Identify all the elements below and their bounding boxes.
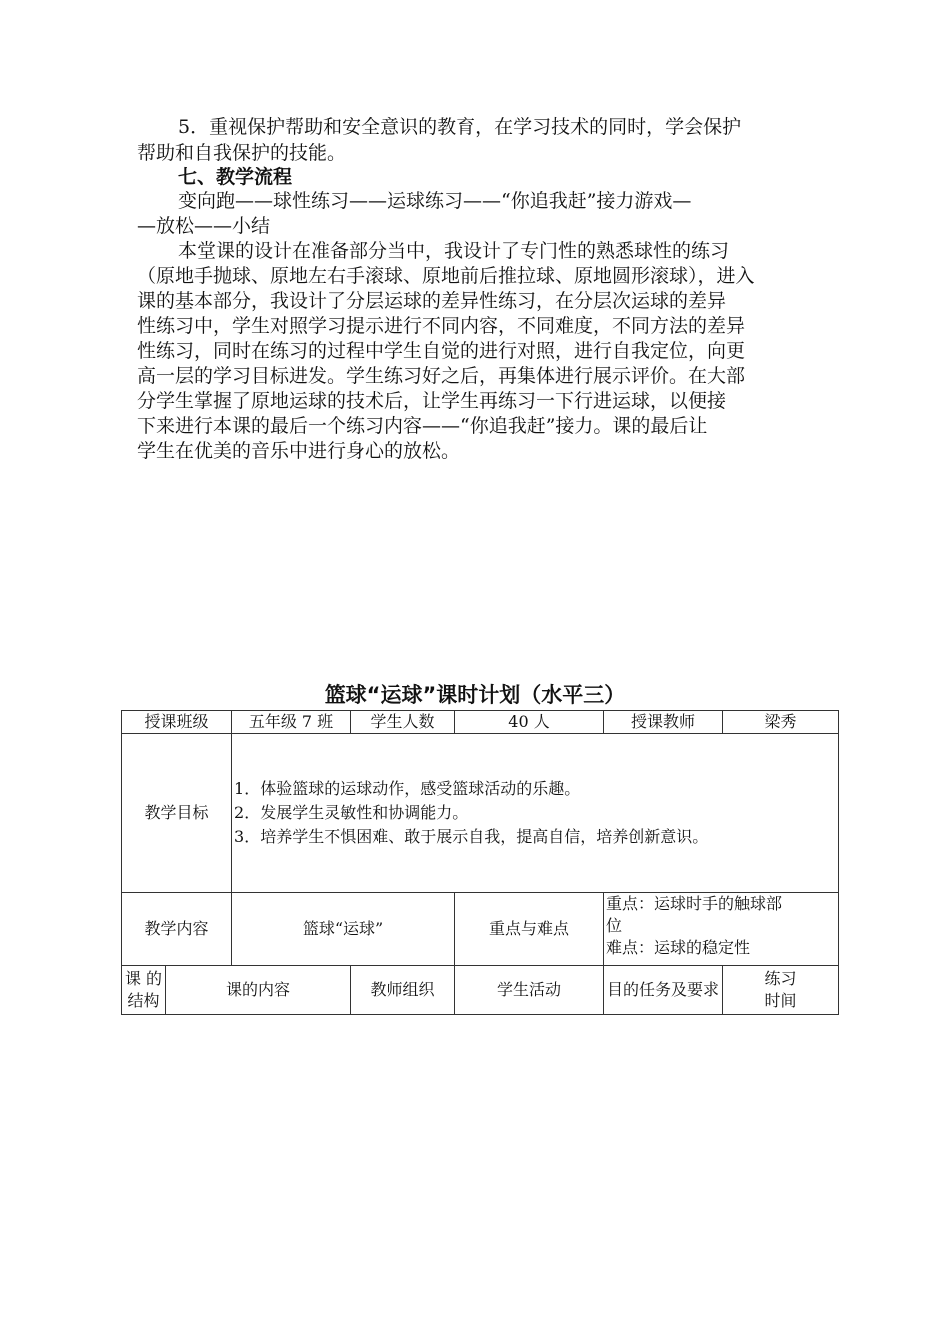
- body-line: 性练习，同时在练习的过程中学生自觉的进行对照，进行自我定位，向更: [137, 340, 746, 362]
- content-value: 篮球“运球”: [232, 893, 455, 966]
- student-activity-header: 学生活动: [455, 966, 604, 1015]
- structure-header: 课 的 结构: [122, 966, 166, 1015]
- class-label: 授课班级: [122, 711, 232, 734]
- goals-label: 教学目标: [122, 734, 232, 893]
- paragraph-5-line2: 帮助和自我保护的技能。: [137, 142, 347, 164]
- teacher-label: 授课教师: [604, 711, 723, 734]
- flow-line2: —放松——小结: [137, 215, 271, 237]
- key-point-line: 重点：运球时手的触球部: [606, 894, 783, 913]
- table-row: [122, 711, 839, 734]
- table-row: [122, 734, 839, 893]
- time-header: 练习 时间: [723, 966, 839, 1015]
- body-line: （原地手抛球、原地左右手滚球、原地前后推拉球、原地圆形滚球），进入: [137, 265, 755, 287]
- lesson-content-header: 课的内容: [166, 966, 351, 1015]
- lesson-plan-table: [121, 710, 839, 1015]
- body-line: 学生在优美的音乐中进行身心的放松。: [137, 440, 461, 462]
- table-row: [122, 966, 839, 1015]
- key-point-line: 位: [606, 916, 623, 935]
- body-line: 高一层的学习目标进发。学生练习好之后，再集体进行展示评价。在大部: [137, 365, 746, 387]
- body-line: 分学生掌握了原地运球的技术后，让学生再练习一下行进运球，以便接: [137, 390, 727, 412]
- section-heading-7: 七、教学流程: [178, 166, 293, 188]
- paragraph-5-line1: 5．重视保护帮助和安全意识的教育，在学习技术的同时，学会保护: [178, 116, 742, 138]
- students-value: 40 人: [455, 711, 604, 734]
- students-label: 学生人数: [351, 711, 455, 734]
- body-line: 下来进行本课的最后一个练习内容——“你追我赶”接力。课的最后让: [137, 415, 708, 437]
- class-value: 五年级 7 班: [232, 711, 351, 734]
- purpose-header: 目的任务及要求: [604, 966, 723, 1015]
- content-label: 教学内容: [122, 893, 232, 966]
- goal-item: 3．培养学生不惧困难、敢于展示自我，提高自信，培养创新意识。: [234, 827, 709, 846]
- key-points-value: [604, 893, 839, 966]
- lesson-plan-title: 篮球“运球”课时计划（水平三）: [324, 683, 626, 707]
- goal-item: 2．发展学生灵敏性和协调能力。: [234, 803, 469, 822]
- teacher-org-header: 教师组织: [351, 966, 455, 1015]
- table-row: [122, 893, 839, 966]
- body-line: 性练习中，学生对照学习提示进行不同内容，不同难度，不同方法的差异: [137, 315, 746, 337]
- goal-item: 1．体验篮球的运球动作，感受篮球活动的乐趣。: [234, 779, 581, 798]
- body-line: 本堂课的设计在准备部分当中，我设计了专门性的熟悉球性的练习: [178, 240, 730, 262]
- body-line: 课的基本部分，我设计了分层运球的差异性练习，在分层次运球的差异: [137, 290, 727, 312]
- difficulty-line: 难点：运球的稳定性: [606, 938, 751, 957]
- goals-cell: [232, 734, 839, 893]
- flow-line1: 变向跑——球性练习——运球练习——“你追我赶”接力游戏—: [178, 190, 692, 212]
- teacher-value: 梁秀: [723, 711, 839, 734]
- key-points-label: 重点与难点: [455, 893, 604, 966]
